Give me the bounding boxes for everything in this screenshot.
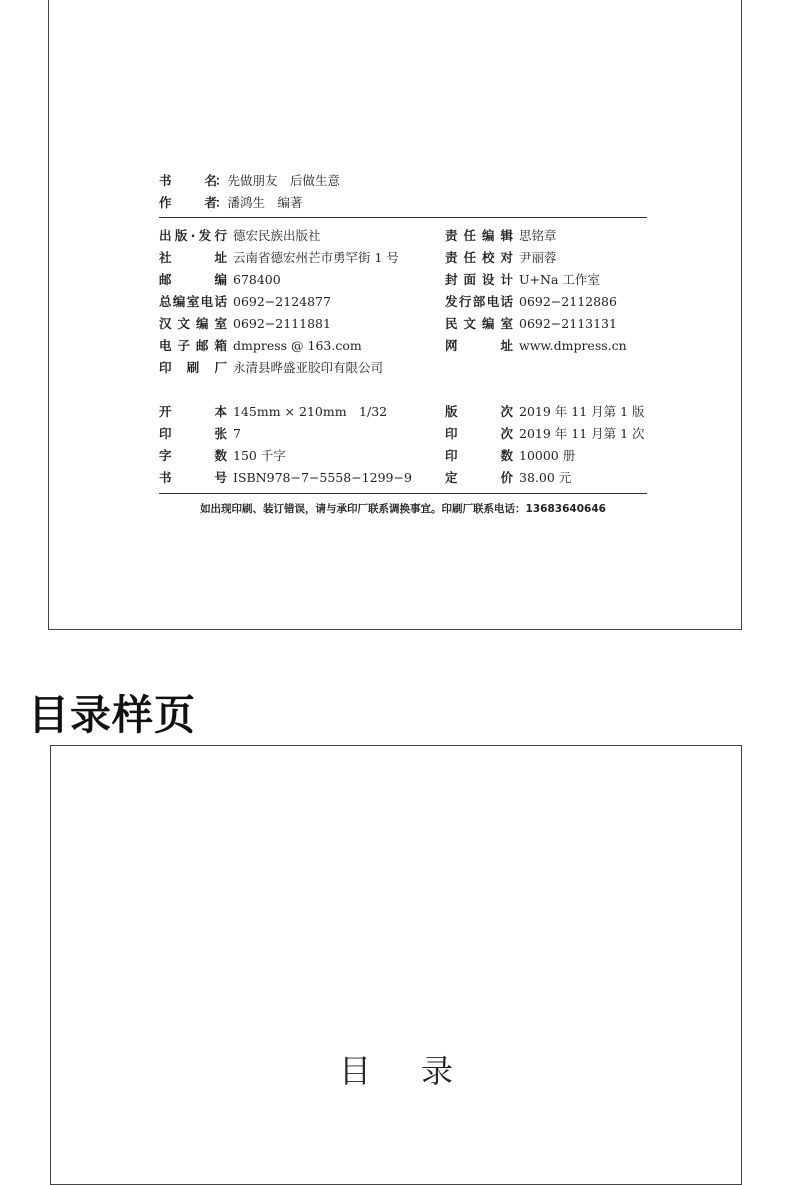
printing-value: 2019 年 11 月第 1 次 (519, 426, 645, 441)
divider-top (159, 217, 647, 218)
printer-label: 印 刷 厂 (159, 360, 227, 375)
price-label: 定 价 (445, 470, 513, 485)
address-value: 云南省德宏州芒市勇罕街 1 号 (233, 250, 399, 265)
email-row (159, 338, 362, 354)
printer-value: 永清县晔盛亚胶印有限公司 (233, 360, 384, 375)
editorial-phone-label: 总编室电话 (159, 294, 227, 309)
printer-row (159, 360, 383, 376)
distribution-phone-label: 发行部电话 (445, 294, 513, 309)
postcode-value: 678400 (233, 272, 281, 287)
print-run-value: 10000 册 (519, 448, 576, 463)
sheets-value: 7 (233, 426, 241, 441)
distribution-phone-row (445, 294, 617, 310)
distribution-phone-value: 0692−2112886 (519, 294, 617, 309)
chinese-editorial-row (159, 316, 331, 332)
word-count-label: 字 数 (159, 448, 227, 463)
email-label: 电子邮箱 (159, 338, 227, 353)
edition-value: 2019 年 11 月第 1 版 (519, 404, 645, 419)
cover-design-value: U+Na 工作室 (519, 272, 600, 287)
email-value: dmpress @ 163.com (233, 338, 362, 353)
chinese-editorial-value: 0692−2111881 (233, 316, 331, 331)
cover-design-row (445, 272, 600, 288)
section-heading: 目录样页 (28, 691, 196, 739)
edition-row (445, 404, 645, 420)
word-count-value: 150 千字 (233, 448, 286, 463)
format-row (159, 404, 387, 420)
copyright-page (48, 0, 742, 630)
publisher-label: 出版·发行 (159, 228, 227, 243)
website-value: www.dmpress.cn (519, 338, 627, 353)
proofreader-label: 责任校对 (445, 250, 513, 265)
word-count-row (159, 448, 286, 464)
sheets-label: 印 张 (159, 426, 227, 441)
printing-row (445, 426, 645, 442)
print-run-row (445, 448, 575, 464)
cover-design-label: 封面设计 (445, 272, 513, 287)
website-row (445, 338, 627, 354)
postcode-label: 邮 编 (159, 272, 227, 287)
edition-label: 版 次 (445, 404, 513, 419)
proofreader-row (445, 250, 557, 266)
misprint-notice: 如出现印刷、装订错误，请与承印厂联系调换事宜。印刷厂联系电话：13683640646 (200, 503, 606, 515)
sheets-row (159, 426, 241, 442)
format-value: 145mm × 210mm 1/32 (233, 404, 388, 419)
book-title-value: 先做朋友 后做生意 (227, 173, 341, 188)
divider-bottom (159, 493, 647, 494)
ethnic-editorial-row (445, 316, 617, 332)
printing-label: 印 次 (445, 426, 513, 441)
publisher-value: 德宏民族出版社 (233, 228, 321, 243)
editorial-phone-value: 0692−2124877 (233, 294, 331, 309)
editor-label: 责任编辑 (445, 228, 513, 243)
price-value: 38.00 元 (519, 470, 572, 485)
editor-value: 思铭章 (519, 228, 557, 243)
price-row (445, 470, 571, 486)
book-title-row: 书 名：先做朋友 后做生意 (159, 173, 341, 188)
isbn-value: ISBN978−7−5558−1299−9 (233, 470, 412, 485)
author-label: 作 者 (159, 195, 217, 210)
address-label: 社 址 (159, 250, 227, 265)
postcode-row (159, 272, 281, 288)
author-value: 潘鸿生 编著 (227, 195, 303, 210)
isbn-row (159, 470, 412, 486)
editor-row (445, 228, 557, 244)
author-row: 作 者：潘鸿生 编著 (159, 195, 303, 210)
chinese-editorial-label: 汉文编室 (159, 316, 227, 331)
isbn-label: 书 号 (159, 470, 227, 485)
publisher-row (159, 228, 321, 244)
format-label: 开 本 (159, 404, 227, 419)
toc-title: 目录 (338, 1052, 503, 1090)
toc-page (50, 745, 742, 1185)
book-title-label: 书 名 (159, 173, 217, 188)
website-label: 网 址 (445, 338, 513, 353)
address-row (159, 250, 399, 266)
ethnic-editorial-value: 0692−2113131 (519, 316, 617, 331)
proofreader-value: 尹丽蓉 (519, 250, 557, 265)
ethnic-editorial-label: 民文编室 (445, 316, 513, 331)
editorial-phone-row (159, 294, 331, 310)
print-run-label: 印 数 (445, 448, 513, 463)
